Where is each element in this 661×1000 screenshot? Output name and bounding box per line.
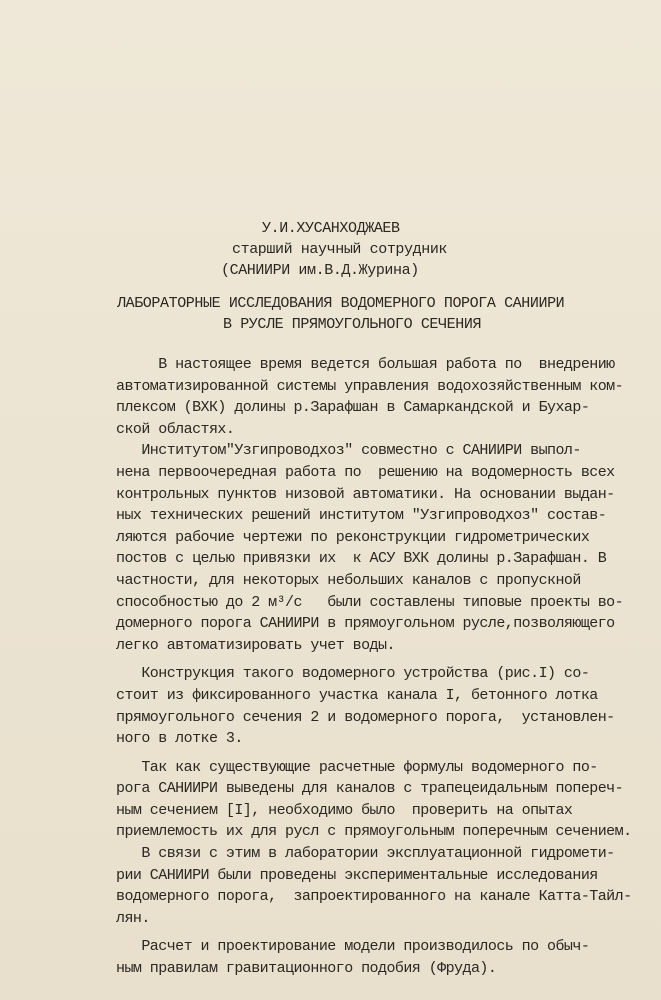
text-line: прямоугольного сечения 2 и водомерного порога, установлен- <box>116 708 615 726</box>
paragraph-1 <box>116 354 624 440</box>
paragraph-5 <box>116 843 632 929</box>
text-line: автоматизированной системы управления водохозяйственным ком- <box>116 377 624 395</box>
text-line: Расчет и проектирование модели производилось по обыч- <box>116 938 590 956</box>
text-line: постов с целью привязки их к АСУ ВХК долины р.Зарафшан. В <box>116 550 607 568</box>
text-line: легко автоматизировать учет воды. <box>116 636 395 654</box>
text-line: водомерного порога, запроектированного на канале Катта-Тайл- <box>116 888 632 906</box>
author-name: У.И.ХУСАНХОДЖАЕВ <box>262 220 400 237</box>
article-body <box>116 354 632 980</box>
text-line: лян. <box>116 909 150 927</box>
text-line: домерного порога САНИИРИ в прямоугольном русле,позволяющего <box>116 615 615 633</box>
text-line: способностью до 2 м³/с были составлены типовые проекты во- <box>116 593 624 611</box>
text-line: приемлемость их для русл с прямоугольным поперечным сечением. <box>116 823 632 841</box>
text-line: нена первоочередная работа по решению на водомерность всех <box>116 463 615 481</box>
text-line: ного в лотке 3. <box>116 730 243 748</box>
text-line: рога САНИИРИ выведены для каналов с трапецеидальным попереч- <box>116 780 624 798</box>
text-line: В настоящее время ведется большая работа по внедрению <box>116 356 615 373</box>
text-line: Конструкция такого водомерного устройства (рис.I) со- <box>116 665 590 683</box>
author-position: старший научный сотрудник <box>232 241 448 258</box>
text-line: ным сечением [I], необходимо было проверить на опытах <box>116 801 573 819</box>
text-line: плексом (ВХК) долины р.Зарафшан в Самаркандской и Бухар- <box>116 399 590 417</box>
text-line: стоит из фиксированного участка канала I, бетонного лотка <box>116 686 598 704</box>
paragraph-2 <box>116 440 624 656</box>
paragraph-4 <box>116 757 632 843</box>
article-title <box>0 293 661 335</box>
text-line: ным правилам гравитационного подобия (Фруда). <box>116 960 497 978</box>
text-line: ляются рабочие чертежи по реконструкции гидрометрических <box>116 528 590 546</box>
text-line: Так как существующие расчетные формулы водомерного по- <box>116 758 598 776</box>
text-line: рии САНИИРИ были проведены экспериментальные исследования <box>116 866 598 884</box>
text-line: ных технических решений институтом "Узгипроводхоз" состав- <box>116 507 607 525</box>
title-line-1: ЛАБОРАТОРНЫЕ ИССЛЕДОВАНИЯ ВОДОМЕРНОГО ПОРОГА САНИИРИ <box>117 295 565 312</box>
paragraph-6 <box>116 936 606 979</box>
text-line: Институтом"Узгипроводхоз" совместно с САНИИРИ выпол- <box>116 442 581 460</box>
text-line: контрольных пунктов низовой автоматики. На основании выдан- <box>116 485 615 503</box>
text-line: ской областях. <box>116 420 235 438</box>
text-line: частности, для некоторых небольших каналов с пропускной <box>116 571 581 589</box>
paragraph-3 <box>116 663 615 749</box>
author-block <box>0 218 661 281</box>
author-affiliation: (САНИИРИ им.В.Д.Журина) <box>221 262 419 279</box>
text-line: В связи с этим в лаборатории эксплуатационной гидромети- <box>116 845 615 863</box>
title-line-2: В РУСЛЕ ПРЯМОУГОЛЬНОГО СЕЧЕНИЯ <box>223 316 482 333</box>
